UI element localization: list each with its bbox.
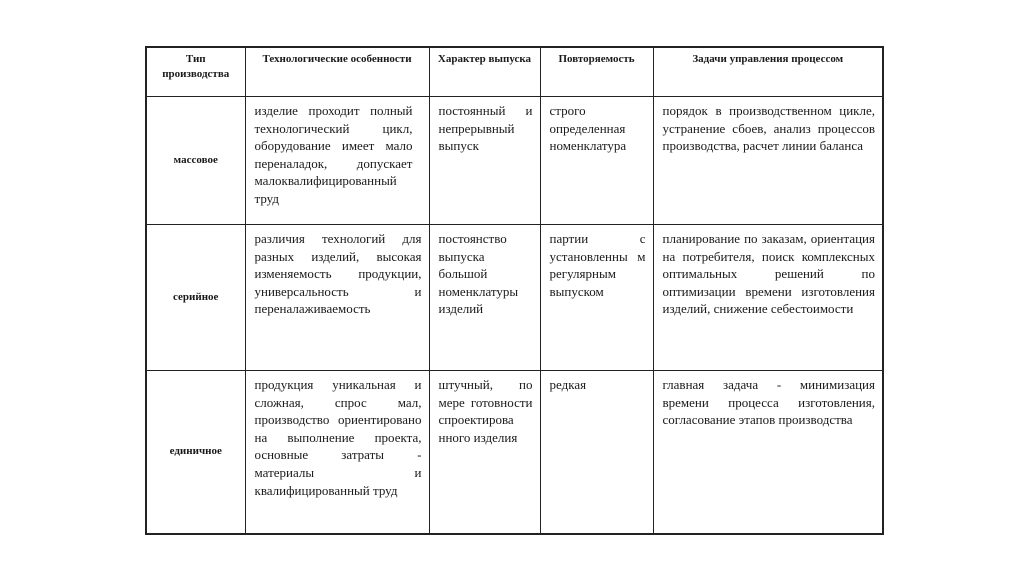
table-row-mass	[146, 97, 883, 225]
cell-output-text: постоянный и непрерывный выпуск	[438, 103, 533, 154]
cell-features-text: различия технологий для разных изделий, высокая изменяемость продукции, универсальность и переналаживаемость	[254, 231, 422, 317]
cell-tasks	[653, 97, 883, 225]
cell-type: серийное	[146, 225, 245, 371]
cell-features	[245, 97, 429, 225]
header-repeatability: Повторяемость	[540, 47, 653, 97]
cell-tasks	[653, 225, 883, 371]
cell-output-text: постоянство выпуска большой номенклатуры изделий	[438, 231, 519, 317]
table-row-serial	[146, 225, 883, 371]
cell-repeatability-text: редкая	[549, 377, 587, 392]
cell-repeatability-text: партии с установленны м регулярным выпуском	[549, 231, 646, 299]
cell-repeatability	[540, 97, 653, 225]
cell-features	[245, 371, 429, 534]
table-header-row	[146, 47, 883, 97]
cell-features-text: изделие проходит полный технологический цикл, оборудование имеет мало переналадок, допускает малоквалифицированный труд	[254, 103, 413, 206]
cell-tasks-text: главная задача - минимизация времени процесса изготовления, согласование этапов производства	[662, 377, 875, 428]
production-types-table	[145, 46, 884, 535]
cell-type: массовое	[146, 97, 245, 225]
header-production-type: Тип производства	[146, 47, 245, 97]
cell-tasks-text: порядок в производственном цикле, устранение сбоев, анализ процессов производства, расчет линии баланса	[662, 103, 875, 154]
header-management-tasks: Задачи управления процессом	[653, 47, 883, 97]
cell-tasks	[653, 371, 883, 534]
cell-tasks-text: планирование по заказам, ориентация на потребителя, поиск комплексных оптимальных решений по оптимизации времени изготовления изделий, снижение себестоимости	[662, 231, 875, 317]
header-tech-features: Технологические особенности	[245, 47, 429, 97]
cell-features	[245, 225, 429, 371]
header-output-character: Характер выпуска	[429, 47, 540, 97]
cell-repeatability	[540, 371, 653, 534]
table-row-single	[146, 371, 883, 534]
cell-output-text: штучный, по мере готовности спроектирова нного изделия	[438, 377, 533, 445]
cell-repeatability	[540, 225, 653, 371]
cell-output	[429, 97, 540, 225]
cell-type: единичное	[146, 371, 245, 534]
cell-features-text: продукция уникальная и сложная, спрос мал, производство ориентировано на выполнение проекта, основные затраты - материалы и квалифицированный труд	[254, 377, 422, 498]
cell-output	[429, 225, 540, 371]
cell-output	[429, 371, 540, 534]
cell-repeatability-text: строго определенная номенклатура	[549, 103, 627, 154]
